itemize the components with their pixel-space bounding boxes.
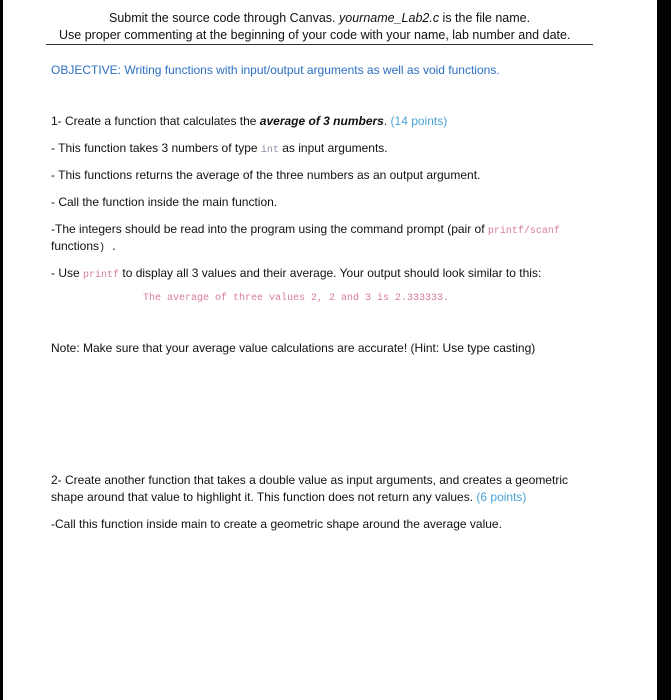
objective: OBJECTIVE: Writing functions with input/output arguments as well as void functions.	[51, 63, 500, 77]
q1-bullet-4	[51, 222, 560, 239]
q1-title-emphasis: average of 3 numbers	[259, 114, 384, 128]
file-name: yourname_Lab2.c	[339, 11, 440, 25]
q2-line-2	[51, 490, 526, 505]
q2-points: (6 points)	[476, 490, 527, 504]
q1-bullet-5	[51, 266, 541, 283]
q2-line-3: -Call this function inside main to create a geometric shape around the average value.	[51, 517, 502, 531]
header-line-1	[109, 10, 530, 26]
q1-bullet-5-text: - Use	[51, 266, 84, 280]
header-underline	[46, 44, 593, 45]
code-int: int	[260, 145, 279, 156]
q1-bullet-1-text: - This function takes 3 numbers of type	[51, 141, 261, 155]
q1-bullet-4-cont	[51, 239, 117, 256]
q1-bullet-1-end: as input arguments.	[278, 141, 388, 155]
q1-bullet-3: - Call the function inside the main function.	[51, 195, 278, 209]
q1-points: (14 points)	[390, 114, 448, 128]
q1-bullet-5-end: to display all 3 values and their average. Your output should look similar to this:	[119, 266, 542, 280]
q1-title-end: .	[383, 114, 391, 128]
q1-note: Note: Make sure that your average value calculations are accurate! (Hint: Use type casting)	[51, 341, 536, 355]
q1-title-text: 1- Create a function that calculates the	[51, 114, 260, 128]
header-text-end: is the file name.	[439, 11, 531, 25]
header-text: Submit the source code through Canvas.	[109, 11, 339, 25]
sample-output: The average of three values 2, 2 and 3 is 2.333333.	[143, 293, 450, 304]
code-printf: printf	[83, 270, 120, 281]
q2-line-1: 2- Create another function that takes a double value as input arguments, and creates a geometric	[51, 473, 568, 487]
q1-bullet-2: - This functions returns the average of the three numbers as an output argument.	[51, 168, 481, 182]
document-page	[3, 0, 657, 700]
code-printf-scanf: printf/scanf	[487, 226, 560, 237]
q1-title	[51, 114, 447, 129]
q1-bullet-4-text: -The integers should be read into the program using the command prompt (pair of	[51, 222, 488, 236]
q1-bullet-1	[51, 141, 388, 158]
q2-line-2-text: shape around that value to highlight it. This function does not return any values.	[51, 490, 477, 504]
header-line-2: Use proper commenting at the beginning of your code with your name, lab number and date.	[59, 28, 571, 42]
q1-bullet-4-end: ) .	[99, 243, 118, 254]
q1-bullet-4-functions: functions	[51, 239, 100, 253]
